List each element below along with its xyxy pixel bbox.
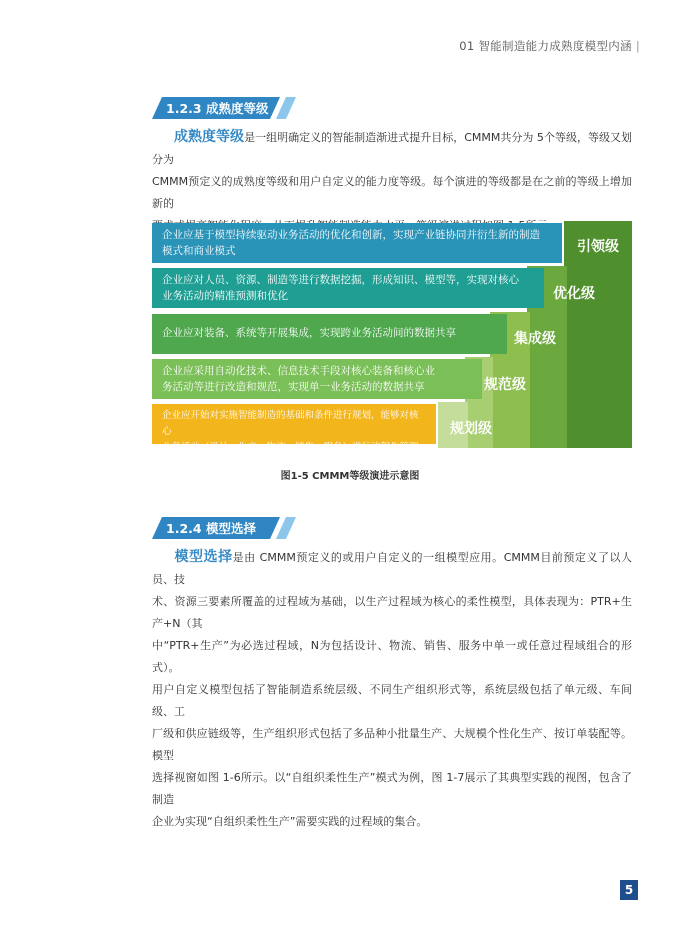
- section1-paragraph: [152, 126, 632, 237]
- section-heading-1-2-4: [152, 517, 300, 539]
- level-description-box: [152, 314, 507, 354]
- header-title: 01 智能制造能力成熟度模型内涵: [459, 39, 632, 53]
- header-divider: |: [631, 39, 640, 53]
- text-line: 用户自定义模型包括了智能制造系统层级、不同生产组织形式等，系统层级包括了单元级、车间级、工: [152, 683, 632, 718]
- level-label-standardized: 规范级: [484, 377, 526, 393]
- heading-bar-accent: [276, 97, 296, 119]
- box-text-line: 务活动等进行改造和规范，实现单一业务活动的数据共享: [162, 381, 425, 393]
- text-line: 术、资源三要素所覆盖的过程域为基础，以生产过程域为核心的柔性模型，具体表现为：PTR+生产+N（其: [152, 595, 632, 630]
- text-line: 企业为实现“自组织柔性生产”需要实践的过程域的集合。: [152, 815, 428, 828]
- running-header: [459, 38, 640, 54]
- level-label-leading: 引领级: [577, 239, 619, 255]
- box-text-line: 企业应基于模型持续驱动业务活动的优化和创新，实现产业链协同并衍生新的制造: [162, 229, 540, 241]
- term-maturity-level: 成熟度等级: [174, 129, 245, 145]
- text-line: 中“PTR+生产”为必选过程域，N为包括设计、物流、销售、服务中单一或任意过程域组合的形式）。: [152, 639, 632, 674]
- heading-bar-accent: [276, 517, 296, 539]
- level-description-box: [152, 268, 544, 308]
- text-line: 是由 CMMM预定义的或用户自定义的一组模型应用。CMMM目前预定义了以人员、技: [152, 551, 632, 586]
- box-text-line: 企业应开始对实施智能制造的基础和条件进行规划，能够对核心: [162, 410, 419, 437]
- box-text-line: 企业应采用自动化技术、信息技术手段对核心装备和核心业: [162, 365, 435, 377]
- section2-paragraph: [152, 546, 632, 833]
- box-text-line: 企业应对人员、资源、制造等进行数据挖掘，形成知识、模型等，实现对核心: [162, 274, 519, 286]
- text-line: 选择视窗如图 1-6所示。以“自组织柔性生产”模式为例，图 1-7展示了其典型实践的视图，包含了制造: [152, 771, 632, 806]
- section-title: 1.2.3 成熟度等级: [166, 101, 269, 116]
- text-line: 厂级和供应链级等，生产组织形式包括了多品种小批量生产、大规模个性化生产、按订单装配等。模型: [152, 727, 632, 762]
- box-text-line: 业务活动的精准预测和优化: [162, 290, 288, 302]
- level-label-planning: 规划级: [450, 421, 492, 437]
- level-label-optimized: 优化级: [553, 286, 595, 302]
- text-line: 是一组明确定义的智能制造渐进式提升目标，CMMM共分为 5个等级，等级又划分为: [152, 131, 632, 166]
- box-text-line: 业务活动（设计、生产、物流、销售、服务）进行流程化管理: [162, 442, 419, 453]
- box-text-line: 模式和商业模式: [162, 245, 236, 257]
- level-label-integrated: 集成级: [514, 331, 556, 347]
- box-text-line: 企业应对装备、系统等开展集成，实现跨业务活动间的数据共享: [162, 327, 456, 339]
- level-description-box: [152, 359, 482, 399]
- figure-caption: 图1-5 CMMM等级演进示意图: [280, 471, 420, 482]
- section-title: 1.2.4 模型选择: [166, 521, 256, 536]
- term-model-selection: 模型选择: [174, 549, 233, 565]
- text-line: CMMM预定义的成熟度等级和用户自定义的能力度等级。每个演进的等级都是在之前的等级上增加新的: [152, 175, 632, 210]
- level-description-box: [152, 223, 562, 263]
- level-description-box: [152, 404, 436, 453]
- page-number: 5: [620, 880, 638, 900]
- section-heading-1-2-3: [152, 97, 300, 119]
